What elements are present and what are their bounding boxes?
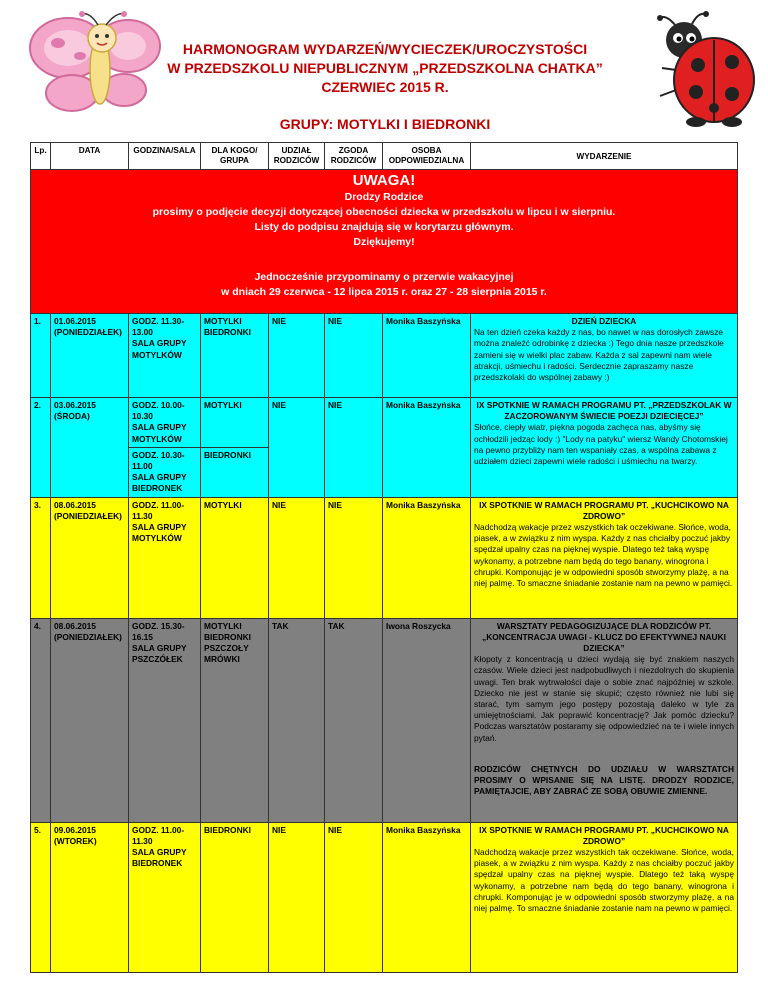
butterfly-illustration [20, 8, 170, 123]
row-consent: NIE [325, 822, 383, 972]
row-participation: NIE [269, 497, 325, 618]
row-consent: TAK [325, 618, 383, 822]
row-event: IX SPOTKNIE W RAMACH PROGRAMU PT. „KUCHCIKOWO NA ZDROWO” Nadchodzą wakacje przez wszystkich tak oczekiwane. Słońce, woda, piasek, a w związku z nim wyspa. Każdy z nas chciałby poczuć jakby spędzał upalny czas na pięknej wyspie. Dlatego też taką wyspę wykonamy, a potrzebne nam będą do tego banany, winogrona i chrupki. Komponując je w odpowiedni sposób stworzymy plażę, a na niej palmę. To smaczne śniadanie zostanie nam na pewno w pamięci. [471, 822, 738, 972]
notice-line: Dziękujemy! [353, 236, 415, 248]
table-row [31, 398, 738, 448]
row-responsible: Monika Baszyńska [383, 398, 471, 498]
col-group: DLA KOGO/ GRUPA [201, 143, 269, 170]
row-group: MOTYLKI [201, 497, 269, 618]
row-date: 01.06.2015 (PONIEDZIAŁEK) [51, 314, 129, 398]
workshop-note: RODZICÓW CHĘTNYCH DO UDZIAŁU W WARSZTATCH PROSIMY O WPISANIE SIĘ NA LISTĘ. DRODZY RODZICE, PAMIĘTAJCIE, ABY ZABRAĆ ZE SOBĄ OBUWIE ZMIENNE. [474, 763, 734, 797]
row-date: 03.06.2015 (ŚRODA) [51, 398, 129, 498]
row-event: IX SPOTKNIE W RAMACH PROGRAMU PT. „PRZEDSZKOLAK W ZACZOROWANYM ŚWIECIE POEZJI DZIECIĘCEJ” Słońce, ciepły wiatr, piękna pogoda zachęca nas, abyśmy się ochłodzili jedząc lody :) "Lody na patyku" wiersz Wandy Chotomskiej na pewno przybliży nam ten wspaniały czas, a wspólna zabawa z udziałem dzieci zapewni wiele radości i uśmiechu na twarzy. [471, 398, 738, 498]
col-time-room: GODZINA/SALA [129, 143, 201, 170]
notice-line: prosimy o podjęcie decyzji dotyczącej obecności dziecka w przedszkolu w lipcu i w sierpniu. [152, 206, 616, 218]
row-event: IX SPOTKNIE W RAMACH PROGRAMU PT. „KUCHCIKOWO NA ZDROWO” Nadchodzą wakacje przez wszystkich tak oczekiwane. Słońce, woda, piasek, a w związku z nim wyspa. Każdy z nas chciałby poczuć jakby spędzał upalny czas na pięknej wyspie. Dlatego też taką wyspę wykonamy, a potrzebne nam będą do tego banany, winogrona i chrupki. Komponując je w odpowiedni sposób stworzymy plażę, a na niej palmę. To smaczne śniadanie zostanie nam na pewno w pamięci. [471, 497, 738, 618]
table-row [31, 497, 738, 618]
row-participation: NIE [269, 398, 325, 498]
notice-heading: UWAGA! [352, 172, 416, 189]
row-date: 08.06.2015 (PONIEDZIAŁEK) [51, 497, 129, 618]
row-event: WARSZTATY PEDAGOGIZUJĄCE DLA RODZICÓW PT. „KONCENTRACJA UWAGI - KLUCZ DO EFEKTYWNEJ NAUKI DZIECKA” Kłopoty z koncentracją u dzieci wydają się być znakiem naszych czasów. Wiele dzieci jest nadpobudliwych i niezdolnych do skupienia uwagi. Ten brak wytrwałości daje o sobie znać najpóźniej w szkole. Dziecko nie jest w stanie się skupić; często również nie lubi się starać, tym samym jego postępy pozostają daleko w tyle za umiejętnościami. Jak poprawić koncentrację? Jak pomóc dziecku? Podczas warsztatów postaramy się odpowiedzieć na te i wiele innych pytań. RODZICÓW CHĘTNYCH DO UDZIAŁU W WARSZTATCH PROSIMY O WPISANIE SIĘ NA LISTĘ. DRODZY RODZICE, PAMIĘTAJCIE, ABY ZABRAĆ ZE SOBĄ OBUWIE ZMIENNE. [471, 618, 738, 822]
row-number: 2. [31, 398, 51, 498]
col-parents-consent: ZGODA RODZICÓW [325, 143, 383, 170]
row-consent: NIE [325, 314, 383, 398]
row-time-room: GODZ. 10.30-11.00 SALA GRUPY BIEDRONEK [129, 447, 201, 497]
row-time-room: GODZ. 15.30-16.15 SALA GRUPY PSZCZÓŁEK [129, 618, 201, 822]
table-row [31, 618, 738, 822]
document-title: HARMONOGRAM WYDARZEŃ/WYCIECZEK/UROCZYSTOŚCI W PRZEDSZKOLU NIEPUBLICZNYM „PRZEDSZKOLNA CHATKA” CZERWIEC 2015 R. [167, 41, 603, 95]
row-responsible: Iwona Roszycka [383, 618, 471, 822]
notice-line: Listy do podpisu znajdują się w korytarzu głównym. [254, 221, 514, 233]
notice-line: Drodzy Rodzice [344, 191, 424, 203]
row-time-room: GODZ. 11.00-11.30 SALA GRUPY MOTYLKÓW [129, 497, 201, 618]
row-participation: TAK [269, 618, 325, 822]
table-row [31, 314, 738, 398]
row-group: BIEDRONKI [201, 822, 269, 972]
schedule-table [30, 142, 738, 973]
row-group: BIEDRONKI [201, 447, 269, 497]
row-responsible: Monika Baszyńska [383, 314, 471, 398]
row-group: MOTYLKI BIEDRONKI PSZCZOŁY MRÓWKI [201, 618, 269, 822]
row-date: 08.06.2015 (PONIEDZIAŁEK) [51, 618, 129, 822]
row-number: 1. [31, 314, 51, 398]
col-responsible: OSOBA ODPOWIEDZIALNA [383, 143, 471, 170]
row-date: 09.06.2015 (WTOREK) [51, 822, 129, 972]
notice-line: Jednocześnie przypominamy o przerwie wakacyjnej [254, 271, 514, 283]
row-number: 4. [31, 618, 51, 822]
row-time-room: GODZ. 10.00-10.30 SALA GRUPY MOTYLKÓW [129, 398, 201, 448]
col-date: DATA [51, 143, 129, 170]
header-row [31, 143, 738, 170]
row-responsible: Monika Baszyńska [383, 822, 471, 972]
notice-box [31, 170, 738, 314]
col-parents-participation: UDZIAŁ RODZICÓW [269, 143, 325, 170]
notice-line: w dniach 29 czerwca - 12 lipca 2015 r. oraz 27 - 28 sierpnia 2015 r. [221, 286, 547, 298]
row-event: DZIEŃ DZIECKA Na ten dzień czeka każdy z nas, bo nawet w nas dorosłych zawsze można znaleźć odrobinkę z dziecka :) Tego dnia nasze przedszkole zamieni się w wielki plac zabaw. Każda z sal zapewni nam wiele atrakcji, uśmiechu i radości. Serdecznie zapraszamy nasze przedszkolaki do wspólnej zabawy :) [471, 314, 738, 398]
row-participation: NIE [269, 314, 325, 398]
row-responsible: Monika Baszyńska [383, 497, 471, 618]
row-number: 5. [31, 822, 51, 972]
row-consent: NIE [325, 398, 383, 498]
row-participation: NIE [269, 822, 325, 972]
groups-heading: GRUPY: MOTYLKI I BIEDRONKI [279, 116, 491, 132]
col-event: WYDARZENIE [471, 143, 738, 170]
row-group: MOTYLKI BIEDRONKI [201, 314, 269, 398]
table-row [31, 822, 738, 972]
col-lp: Lp. [31, 143, 51, 170]
notice-row [31, 170, 738, 314]
row-time-room: GODZ. 11.00-11.30 SALA GRUPY BIEDRONEK [129, 822, 201, 972]
row-group: MOTYLKI [201, 398, 269, 448]
ladybug-illustration [636, 10, 761, 130]
row-time-room: GODZ. 11.30-13.00 SALA GRUPY MOTYLKÓW [129, 314, 201, 398]
row-consent: NIE [325, 497, 383, 618]
row-number: 3. [31, 497, 51, 618]
